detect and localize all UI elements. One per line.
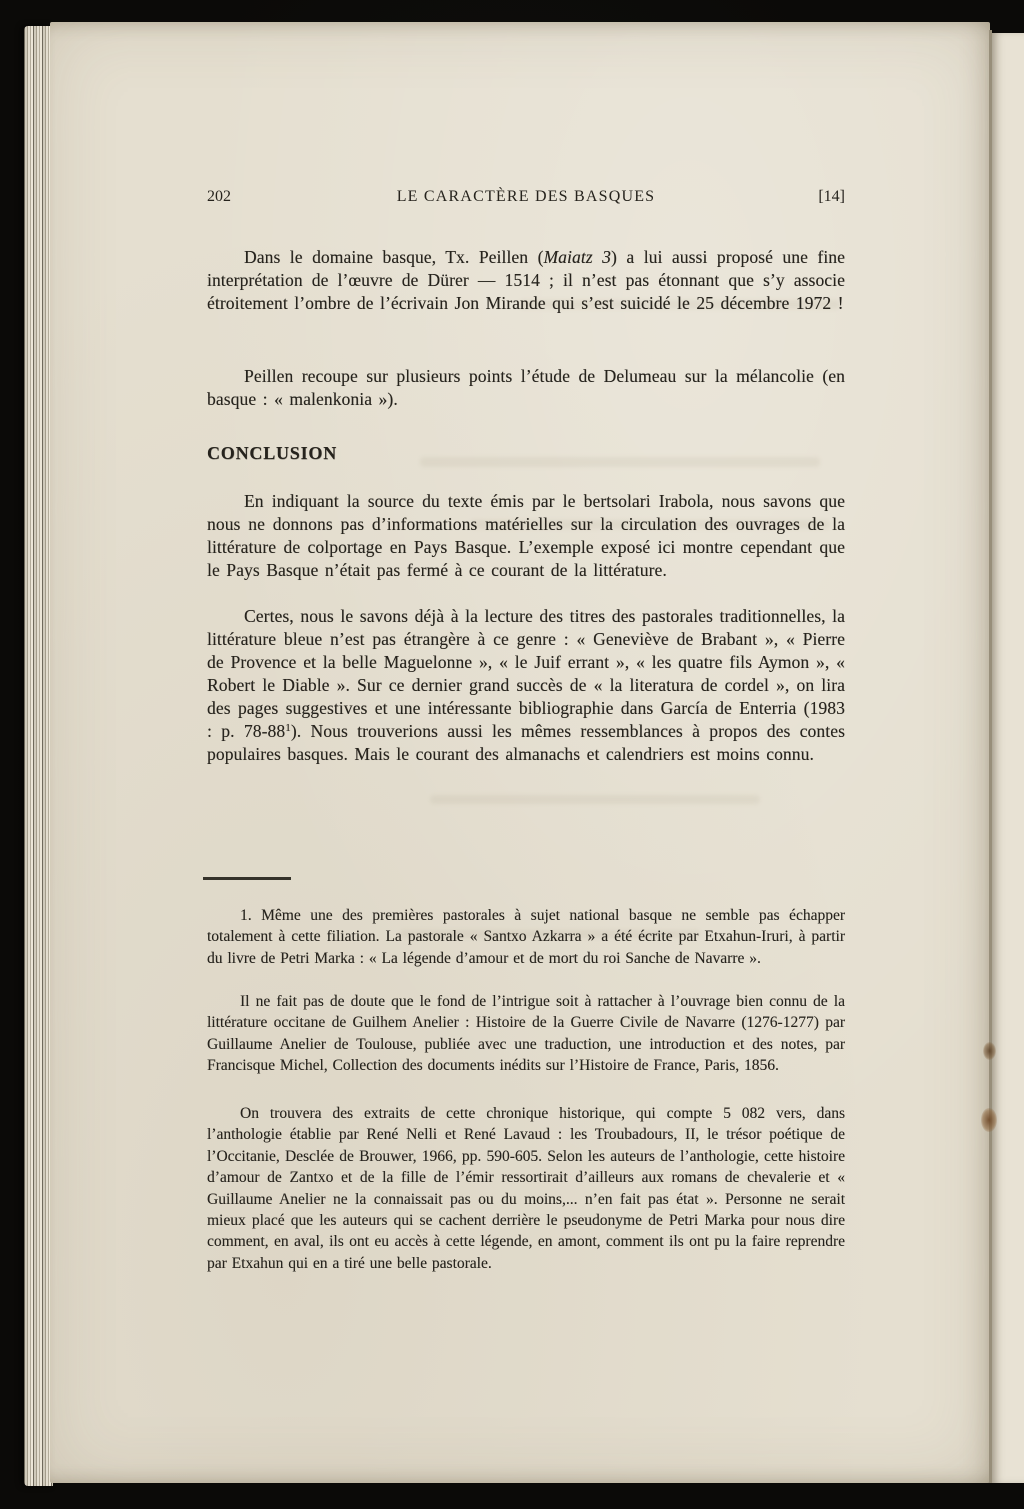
footnote-3: On trouvera des extraits de cette chronique historique, qui compte 5 082 vers, dans l’anthologie établie par René Nelli et René Lavaud : les Troubadours, II, le trésor poétique de l’Occitanie, Desclée de Brouwer, 1966, pp. 590-605. Selon les auteurs de l’anthologie, cette histoire d’amour de Zantxo et de la fille de l’émir ressortirait d’ailleurs aux romans de chevalerie et « Guillaume Anelier ne la connaissait pas ou du moins,... n’en fait pas état ». Personne ne serait mieux placé que les auteurs qui se cachent derrière le pseudonyme de Petri Marka pour nous dire comment, en aval, ils ont eu accès à cette légende, en amont, comment ils ont pu la faire reprendre par Etxahun qui en a tiré une belle pastorale. bbox=[207, 1105, 845, 1272]
footnote-1: 1. Même une des premières pastorales à sujet national basque ne semble pas échapper totalement à cette filiation. La pastorale « Santxo Azkarra » a été écrite par Etxahun-Iruri, à partir du livre de Petri Marka : « La légende d’amour et de mort du roi Sanche de Navarre ». bbox=[207, 907, 845, 967]
italic-title: Maiatz 3 bbox=[543, 247, 612, 267]
section-heading: CONCLUSION bbox=[207, 443, 338, 463]
paragraph-4-text: ). Nous trouverions aussi les mêmes ressemblances à propos des contes populaires basques. Mais le courant des almanachs et calendriers est moins connu. bbox=[207, 721, 845, 764]
paragraph-4-text: Certes, nous le savons déjà à la lecture des titres des pastorales traditionnelles, la littérature bleue n’est pas étrangère à ce genre : « Geneviève de Brabant », « Pierre de Provence et la belle Maguelonne », « le Juif errant », « les quatre fils Aymon », « Robert le Diable ». Sur ce dernier grand succès de « la literatura de cordel », on lira des pages suggestives et une intéressante bibliographie dans García de Enterria (1983 : p. 78-88 bbox=[207, 606, 845, 741]
paragraph-1 bbox=[207, 246, 845, 315]
page-stack-edges bbox=[24, 26, 53, 1486]
paragraph-4 bbox=[207, 605, 845, 766]
footnote-reference: 1 bbox=[285, 722, 291, 734]
paragraph-2: Peillen recoupe sur plusieurs points l’étude de Delumeau sur la mélancolie (en basque : « malenkonia »). bbox=[207, 366, 845, 409]
page-number: 202 bbox=[207, 188, 231, 205]
paragraph-1-text: Dans le domaine basque, Tx. Peillen ( bbox=[244, 247, 544, 267]
bracket-folio: [14] bbox=[818, 188, 845, 205]
facing-page-edge bbox=[992, 33, 1024, 1483]
paragraph-1-text: ) a lui aussi proposé une fine interprétation de l’œuvre de Dürer — 1514 ; il n’est pas étonnant que s’y associe étroitement l’ombre de l’écrivain Jon Mirande qui s’est suicidé le 25 décembre 1972 ! bbox=[207, 247, 846, 313]
show-through-mark bbox=[430, 795, 760, 804]
running-title: LE CARACTÈRE DES BASQUES bbox=[396, 188, 656, 205]
paragraph-3: En indiquant la source du texte émis par le bertsolari Irabola, nous savons que nous ne donnons pas d’informations matérielles sur la circulation des ouvrages de la littérature de colportage en Pays Basque. L’exemple exposé ici montre cependant que le Pays Basque n’était pas fermé à ce courant de la littérature. bbox=[207, 491, 845, 580]
stain-mark bbox=[981, 1108, 997, 1132]
stain-mark bbox=[983, 1042, 996, 1060]
footnote-rule bbox=[203, 877, 291, 880]
page-header bbox=[207, 187, 845, 207]
footnote-2: Il ne fait pas de doute que le fond de l’intrigue soit à rattacher à l’ouvrage bien connu de la littérature occitane de Guilhem Anelier : Histoire de la Guerre Civile de Navarre (1276-1277) par Guillaume Anelier de Toulouse, publiée avec une traduction, une introduction et des notes, par Francisque Michel, Collection des documents inédits sur l’Histoire de France, Paris, 1856. bbox=[207, 993, 845, 1075]
